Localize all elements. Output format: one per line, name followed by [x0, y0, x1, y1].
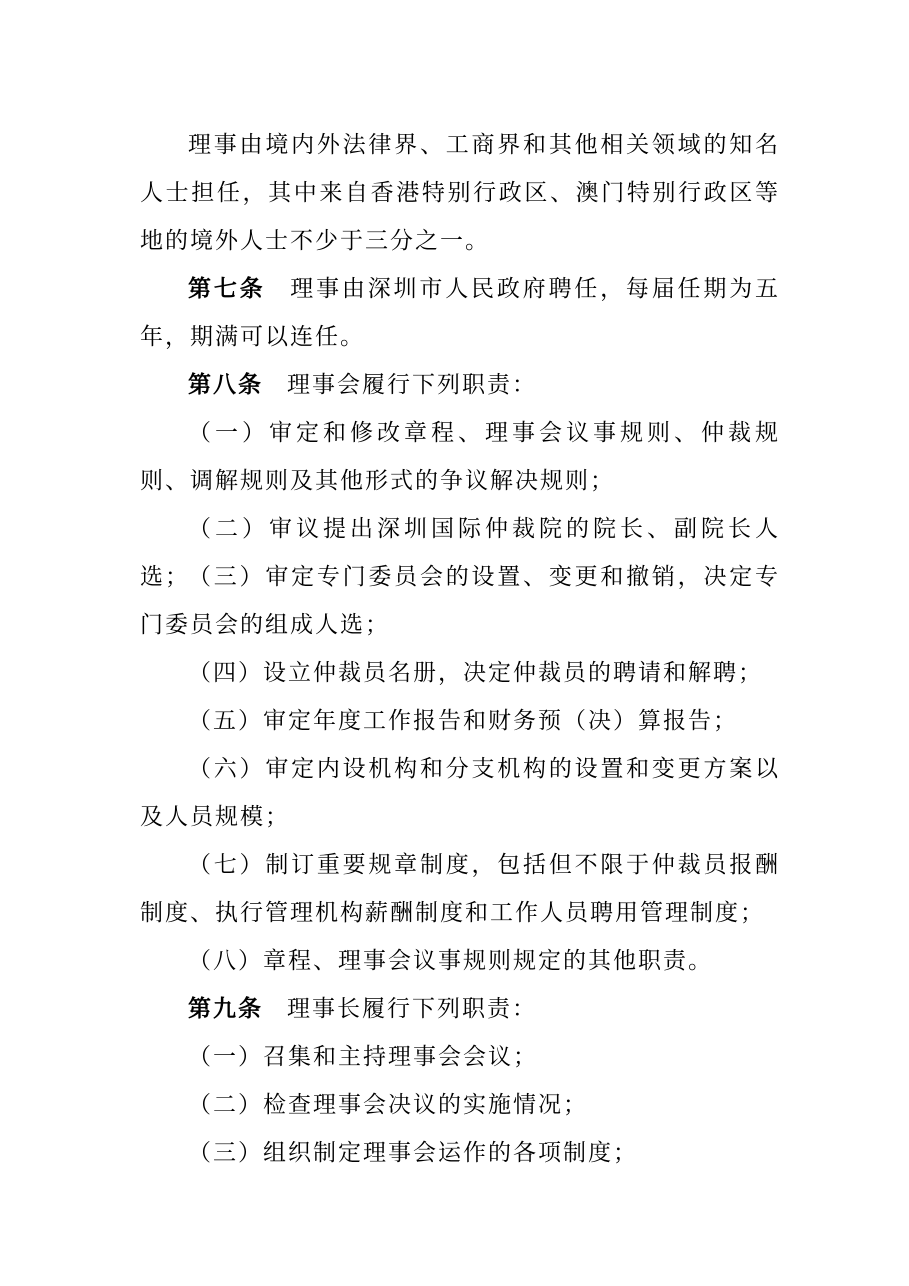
list-item-text: （七）制订重要规章制度，包括但不限于仲裁员报酬制度、执行管理机构薪酬制度和工作人员聘用管理制度； — [140, 852, 780, 926]
list-item — [140, 745, 780, 841]
list-item-text: （一）召集和主持理事会会议； — [188, 1044, 538, 1070]
list-item — [140, 553, 780, 649]
list-item-text: （六）审定内设机构和分支机构的设置和变更方案以及人员规模； — [140, 756, 780, 830]
list-item-text: （三）审定专门委员会的设置、变更和撤销，决定专门委员会的组成人选； — [140, 564, 780, 638]
list-item-text: （二）审议提出深圳国际仲裁院的院长、副院长人选； — [140, 516, 780, 590]
list-item — [140, 649, 780, 697]
list-item — [140, 937, 780, 985]
list-item — [140, 409, 780, 505]
paragraph-text: 理事长履行下列职责： — [287, 996, 537, 1022]
list-item — [140, 841, 780, 937]
article-7 — [140, 265, 780, 361]
article-heading: 第九条 — [188, 996, 263, 1022]
list-item — [140, 1033, 780, 1081]
list-item-text: （四）设立仲裁员名册，决定仲裁员的聘请和解聘； — [188, 660, 763, 686]
paragraph-text: 理事由深圳市人民政府聘任，每届任期为五年，期满可以连任。 — [140, 276, 781, 350]
list-item-text: （八）章程、理事会议事规则规定的其他职责。 — [188, 948, 713, 974]
list-item-text: （二）检查理事会决议的实施情况； — [188, 1092, 588, 1118]
list-item-text: （三）组织制定理事会运作的各项制度； — [188, 1140, 638, 1166]
list-item — [140, 697, 780, 745]
paragraph-directors-composition — [140, 121, 780, 265]
list-item-text: （五）审定年度工作报告和财务预（决）算报告； — [188, 708, 738, 734]
paragraph-text: 理事会履行下列职责： — [287, 372, 537, 398]
article-heading: 第八条 — [188, 372, 263, 398]
list-item — [140, 1081, 780, 1129]
article-9 — [140, 985, 780, 1033]
article-8 — [140, 361, 780, 409]
paragraph-text: 理事由境内外法律界、工商界和其他相关领域的知名人士担任，其中来自香港特别行政区、澳门特别行政区等地的境外人士不少于三分之一。 — [140, 132, 780, 254]
list-item — [140, 1129, 780, 1177]
list-item-text: （一）审定和修改章程、理事会议事规则、仲裁规则、调解规则及其他形式的争议解决规则； — [140, 420, 780, 494]
article-heading: 第七条 — [188, 276, 266, 302]
